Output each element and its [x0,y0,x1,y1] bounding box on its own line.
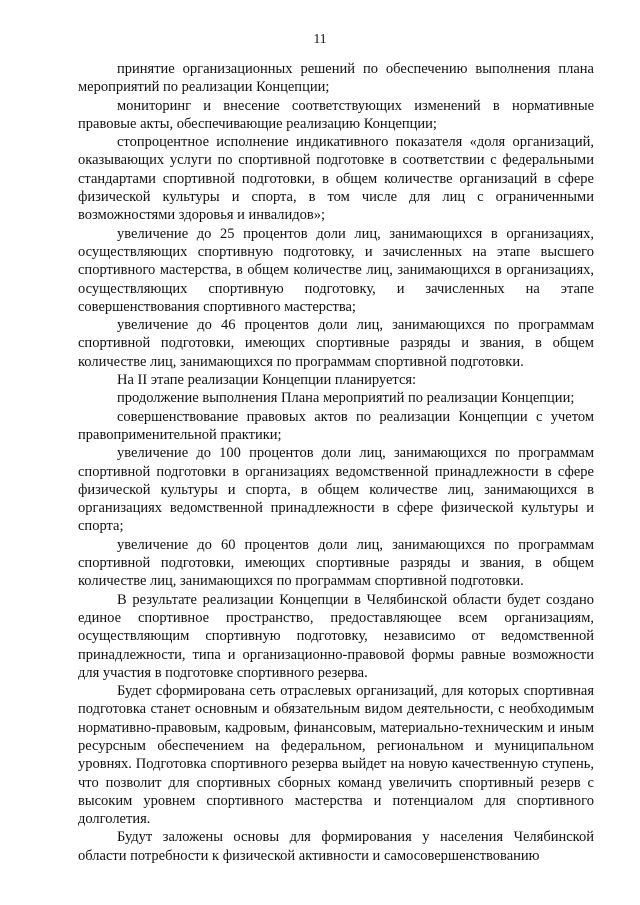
paragraph-9: увеличение до 100 процентов доли лиц, занимающихся по программам спортивной подготовки в организациях ведомственной принадлежности в сфере физической культуры и спорта, в общем количестве лиц, занимающихся в организациях ведомственной принадлежности в сфере физической культуры и спорта; [78,445,594,535]
paragraph-8: совершенствование правовых актов по реализации Концепции с учетом правоприменительной практики; [78,408,594,443]
paragraph-4: увеличение до 25 процентов доли лиц, занимающихся в организациях, осуществляющих спортивную подготовку, и зачисленных на этапе высшего спортивного мастерства, в общем количестве лиц, занимающихся в организациях, осуществляющих спортивную подготовку, и зачисленных на этапе совершенствования спортивного мастерства; [78,225,594,315]
body-text [78,60,594,865]
paragraph-13: Будут заложены основы для формирования у населения Челябинской области потребности к физической активности и самосовершенствованию [78,829,594,864]
paragraph-1: принятие организационных решений по обеспечению выполнения плана мероприятий по реализации Концепции; [78,61,594,96]
page-number: 11 [313,31,327,46]
paragraph-2: мониторинг и внесение соответствующих изменений в нормативные правовые акты, обеспечивающие реализацию Концепции; [78,97,594,132]
paragraph-10: увеличение до 60 процентов доли лиц, занимающихся по программам спортивной подготовки, имеющих спортивные разряды и звания, в общем количестве лиц, занимающихся по программам спортивной подготовки. [78,536,594,590]
paragraph-7: продолжение выполнения Плана мероприятий по реализации Концепции; [117,390,575,407]
paragraph-3: стопроцентное исполнение индикативного показателя «доля организаций, оказывающих услуги по спортивной подготовке в соответствии с федеральными стандартами спортивной подготовки, в общем количестве организаций в сфере физической культуры и спорта, в том числе для лиц с ограниченными возможностями здоровья и инвалидов»; [78,134,594,224]
paragraph-12: Будет сформирована сеть отраслевых организаций, для которых спортивная подготовка станет основным и обязательным видом деятельности, с необходимым нормативно-правовым, кадровым, финансовым, материально-техническим и иным ресурсным обеспечением на федеральном, региональном и муниципальном уровнях. Подготовка спортивного резерва выйдет на новую качественную ступень, что позволит для спортивных сборных команд увеличить спортивный резерв с высоким уровнем спортивного мастерства и потенциалом для спортивного долголетия. [78,683,594,828]
paragraph-6: На II этапе реализации Концепции планируется: [117,372,417,389]
paragraph-5: увеличение до 46 процентов доли лиц, занимающихся по программам спортивной подготовки, имеющих спортивные разряды и звания, в общем количестве лиц, занимающихся по программам спортивной подготовки. [78,317,594,370]
paragraph-11: В результате реализации Концепции в Челябинской области будет создано единое спортивное пространство, предоставляющее всем организациям, осуществляющим спортивную подготовку, независимо от ведомственной принадлежности, типа и организационно-правовой формы равные возможности для участия в подготовке спортивного резерва. [78,591,594,681]
